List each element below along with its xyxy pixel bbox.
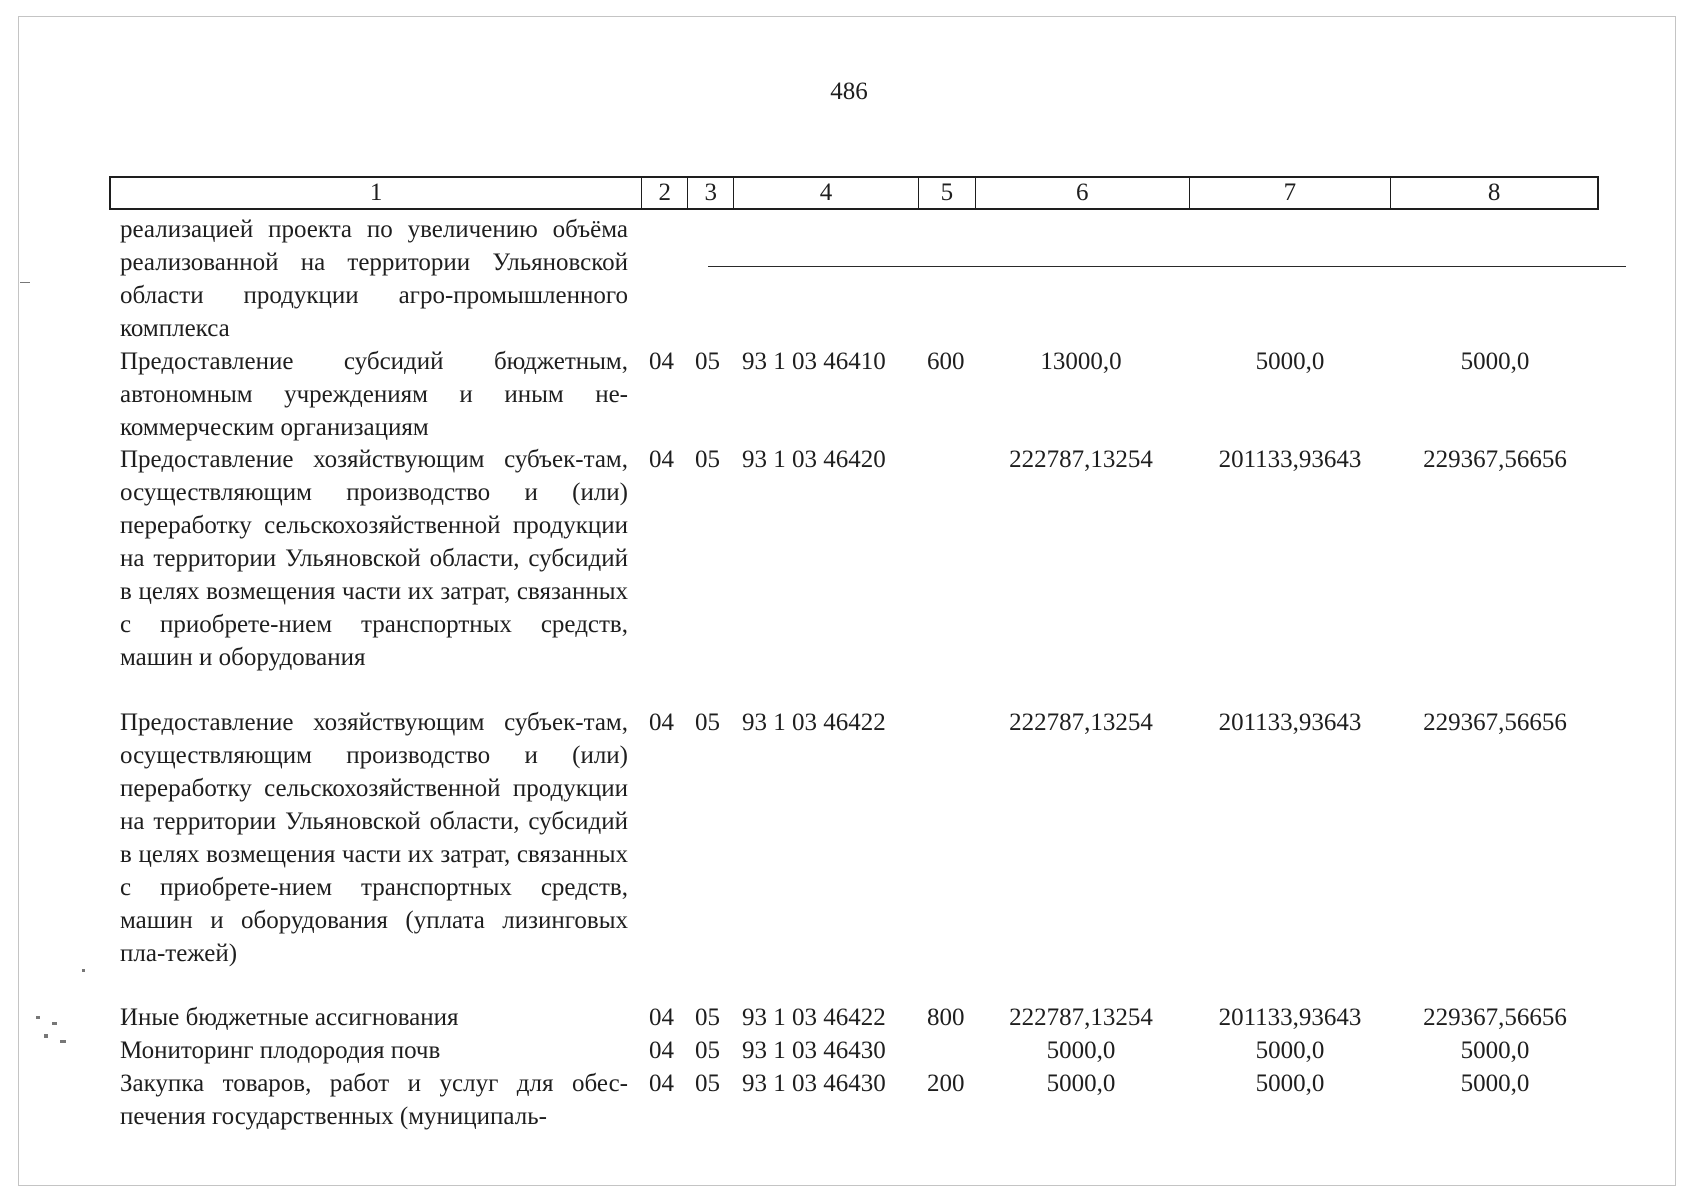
scan-speck [82, 969, 85, 972]
row-amount-col8: 5000,0 [1460, 348, 1530, 375]
header-col-7: 7 [1190, 178, 1392, 208]
row-section: 04 [649, 348, 674, 375]
header-col-3: 3 [688, 178, 734, 208]
row-amount-col8: 229367,56656 [1423, 709, 1567, 736]
row-section: 04 [649, 709, 674, 736]
scan-speck [60, 1040, 66, 1043]
header-col-6: 6 [976, 178, 1190, 208]
row-target-code: 93 1 03 46410 [742, 348, 886, 375]
row-amount-col6: 222787,13254 [1009, 1004, 1153, 1031]
header-col-5: 5 [919, 178, 976, 208]
header-col-8: 8 [1487, 179, 1501, 206]
row-target-code: 93 1 03 46430 [742, 1070, 886, 1097]
header-col-2: 2 [642, 178, 688, 208]
row-amount-col8: 229367,56656 [1423, 1004, 1567, 1031]
row-target-code: 93 1 03 46422 [742, 709, 886, 736]
row-description: реализацией проекта по увеличению объёма реализованной на территории Ульяновской области продукции агро-промышленного комплекса [120, 216, 628, 342]
row-subsection: 05 [695, 1037, 720, 1064]
row-section: 04 [649, 1004, 674, 1031]
row-amount-col6: 13000,0 [1040, 348, 1122, 375]
row-expense-type: 800 [927, 1004, 965, 1031]
header-col-1: 1 [111, 178, 642, 208]
row-description: Предоставление хозяйствующим субъек-там, осуществляющим производство и (или) переработку сельскохозяйственной продукции на территории Ульяновской области, субсидий в целях возмещения части их затрат, связанных с приобрете-нием транспортных средств, машин и оборудования [120, 446, 628, 671]
scan-speck [44, 1034, 48, 1038]
row-subsection: 05 [695, 446, 720, 473]
row-amount-col7: 201133,93643 [1218, 1004, 1362, 1031]
row-amount-col7: 201133,93643 [1218, 446, 1362, 473]
row-description: Иные бюджетные ассигнования [120, 1004, 459, 1031]
row-amount-col6: 222787,13254 [1009, 709, 1153, 736]
header-col-4: 4 [734, 178, 919, 208]
row-amount-col7: 5000,0 [1255, 348, 1325, 375]
row-description: Мониторинг плодородия почв [120, 1037, 441, 1064]
row-description: Предоставление субсидий бюджетным, автономным учреждениям и иным не-коммерческим организациям [120, 348, 628, 441]
row-amount-col7: 201133,93643 [1218, 709, 1362, 736]
scan-speck [36, 1016, 40, 1019]
row-target-code: 93 1 03 46422 [742, 1004, 886, 1031]
row-section: 04 [649, 446, 674, 473]
scan-rule-line [708, 266, 1626, 267]
row-amount-col6: 5000,0 [1046, 1037, 1116, 1064]
row-subsection: 05 [695, 348, 720, 375]
row-amount-col8: 5000,0 [1460, 1070, 1530, 1097]
row-amount-col7: 5000,0 [1255, 1037, 1325, 1064]
row-target-code: 93 1 03 46420 [742, 446, 886, 473]
row-subsection: 05 [695, 709, 720, 736]
scan-speck [20, 282, 30, 283]
row-amount-col8: 229367,56656 [1423, 446, 1567, 473]
table-header-row [109, 176, 1599, 210]
row-amount-col8: 5000,0 [1460, 1037, 1530, 1064]
row-description: Закупка товаров, работ и услуг для обес-печения государственных (муниципаль- [120, 1070, 628, 1130]
row-subsection: 05 [695, 1004, 720, 1031]
row-section: 04 [649, 1070, 674, 1097]
row-expense-type: 200 [927, 1070, 965, 1097]
row-amount-col7: 5000,0 [1255, 1070, 1325, 1097]
row-target-code: 93 1 03 46430 [742, 1037, 886, 1064]
row-subsection: 05 [695, 1070, 720, 1097]
row-section: 04 [649, 1037, 674, 1064]
row-amount-col6: 222787,13254 [1009, 446, 1153, 473]
row-amount-col6: 5000,0 [1046, 1070, 1116, 1097]
row-description: Предоставление хозяйствующим субъек-там, осуществляющим производство и (или) переработку сельскохозяйственной продукции на территории Ульяновской области, субсидий в целях возмещения части их затрат, связанных с приобрете-нием транспортных средств, машин и оборудования (уплата лизинговых пла-тежей) [120, 709, 628, 967]
row-expense-type: 600 [927, 348, 965, 375]
scan-speck [52, 1022, 57, 1025]
page-number: 486 [830, 78, 868, 105]
